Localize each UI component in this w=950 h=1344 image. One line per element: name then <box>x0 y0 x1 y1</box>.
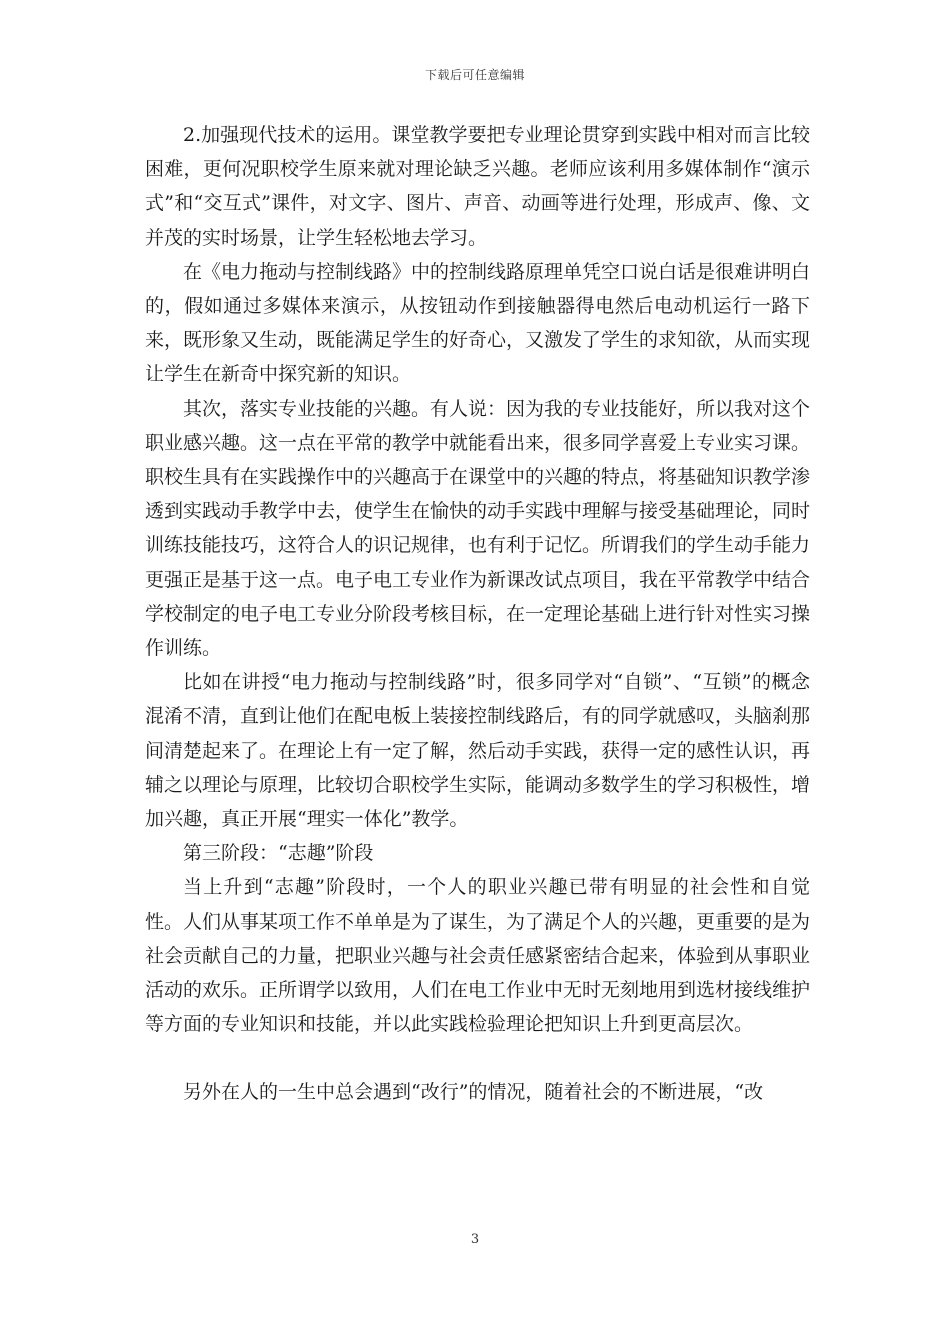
paragraph-professional-skills: 其次，落实专业技能的兴趣。有人说：因为我的专业技能好，所以我对这个职业感兴趣。这一点在平常的教学中就能看出来，很多同学喜爱上专业实习课。职校生具有在实践操作中的兴趣高于在课堂中的兴趣的特点，将基础知识教学渗透到实践动手教学中去，使学生在愉快的动手实践中理解与接受基础理论，同时训练技能技巧，这符合人的识记规律，也有利于记忆。所谓我们的学生动手能力更强正是基于这一点。电子电工专业作为新课改试点项目，我在平常教学中结合学校制定的电子电工专业分阶段考核目标，在一定理论基础上进行针对性实习操作训练。 <box>145 397 811 660</box>
paragraph-multimedia-example: 在《电力拖动与控制线路》中的控制线路原理单凭空口说白话是很难讲明白的，假如通过多媒体来演示，从按钮动作到接触器得电然后电动机运行一路下来，既形象又生动，既能满足学生的好奇心，又激发了学生的求知欲，从而实现让学生在新奇中探究新的知识。 <box>145 260 811 386</box>
paragraph-modern-technology: 2.加强现代技术的运用。课堂教学要把专业理论贯穿到实践中相对而言比较困难，更何况职校学生原来就对理论缺乏兴趣。老师应该利用多媒体制作“演示式”和“交互式”课件，对文字、图片、声音、动画等进行处理，形成声、像、文并茂的实时场景，让学生轻松地去学习。 <box>145 124 810 249</box>
document-body <box>145 118 810 1110</box>
paragraph-spacer <box>145 1041 810 1075</box>
paragraph-aspiration-stage: 当上升到“志趣”阶段时，一个人的职业兴趣已带有明显的社会性和自觉性。人们从事某项工作不单单是为了谋生，为了满足个人的兴趣，更重要的是为社会贡献自己的力量，把职业兴趣与社会责任感紧密结合起来，体验到从事职业活动的欢乐。正所谓学以致用，人们在电工作业中无时无刻地用到选材接线维护等方面的专业知识和技能，并以此实践检验理论把知识上升到更高层次。 <box>145 876 811 1036</box>
page-header: 下载后可任意编辑 <box>424 68 525 82</box>
paragraph-teaching-example: 比如在讲授“电力拖动与控制线路”时，很多同学对“自锁”、“互锁”的概念混淆不清，直到让他们在配电板上装接控制线路后，有的同学就感叹，头脑刹那间清楚起来了。在理论上有一定了解，然后动手实践，获得一定的感性认识，再辅之以理论与原理，比较切合职校学生实际，能调动多数学生的学习积极性，增加兴趣，真正开展“理实一体化”教学。 <box>145 671 811 831</box>
paragraph-career-change: 另外在人的一生中总会遇到“改行”的情况，随着社会的不断进展，“改 <box>183 1081 764 1104</box>
page-number: 3 <box>470 1232 480 1247</box>
section-heading-third-stage: 第三阶段：“志趣”阶段 <box>183 842 374 865</box>
